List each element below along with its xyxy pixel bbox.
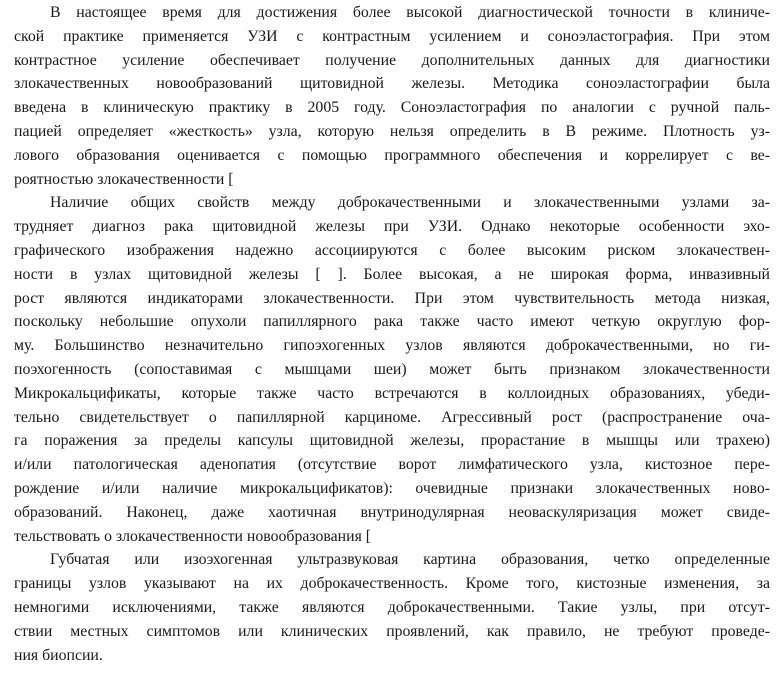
text-line: злокачественных новообразований щитовидной железы. Методика соноэластографии была	[14, 75, 770, 93]
text-line: ской практике применяется УЗИ с контрастным усилением и соноэластография. При этом	[14, 27, 770, 45]
text-line: рост являются индикаторами злокачественности. При этом чувствительность метода низкая,	[14, 289, 770, 307]
text-line: лового образования оценивается с помощью программного обеспечения и коррелирует с ве-	[14, 146, 770, 164]
paragraph-2	[14, 191, 770, 548]
text-line: тельно свидетельствует о папиллярной карциноме. Агрессивный рост (распространение оча-	[14, 408, 770, 426]
text-line: поэхогенность (сопоставимая с мышцами шеи) может быть признаком злокачественности	[14, 360, 770, 378]
text-line: поскольку небольшие опухоли папиллярного рака также часто имеют четкую округлую фор-	[14, 313, 770, 331]
text-line: Микрокальцификаты, которые также часто встречаются в коллоидных образованиях, убеди-	[14, 384, 770, 402]
paragraph-1	[14, 1, 770, 191]
text-line: ния биопсии.	[14, 646, 103, 664]
text-line: Губчатая или изоэхогенная ультразвуковая картина образования, четко определенные	[50, 551, 770, 569]
text-line: ствии местных симптомов или клинических проявлений, как правило, не требуют проведе-	[14, 622, 770, 640]
text-line: и/или патологическая аденопатия (отсутствие ворот лимфатического узла, кистозное пере-	[14, 456, 770, 474]
text-line: трудняет диагноз рака щитовидной железы при УЗИ. Однако некоторые особенности эхо-	[14, 218, 770, 236]
text-line: роятностью злокачественности [	[14, 170, 234, 188]
paragraph-3	[14, 548, 770, 667]
text-line: графического изображения надежно ассоциируются с более высоким риском злокачествен-	[14, 241, 770, 259]
text-line: Наличие общих свойств между доброкачественными и злокачественными узлами за-	[50, 194, 770, 212]
text-line: ности в узлах щитовидной железы [ ]. Более высокая, а не широкая форма, инвазивный	[14, 265, 770, 283]
text-line: немногими исключениями, также являются доброкачественными. Такие узлы, при отсут-	[14, 598, 770, 616]
text-line: контрастное усиление обеспечивает получение дополнительных данных для диагностики	[14, 51, 770, 69]
text-line: В настоящее время для достижения более высокой диагностической точности в клиниче-	[50, 4, 770, 21]
text-line: введена в клиническую практику в 2005 году. Соноэластография по аналогии с ручной паль-	[14, 99, 770, 117]
text-line: тельствовать о злокачественности новообразования [	[14, 527, 372, 545]
text-line: границы узлов указывают на их доброкачественность. Кроме того, кистозные изменения, за	[14, 575, 770, 593]
text-line: пацией определяет «жесткость» узла, которую нельзя определить в В режиме. Плотность уз-	[14, 122, 770, 140]
text-line: рождение и/или наличие микрокальцификатов): очевидные признаки злокачественных ново-	[14, 479, 770, 497]
text-line: образований. Наконец, даже хаотичная внутринодулярная неоваскуляризация может свиде-	[14, 503, 770, 521]
text-line: му. Большинство незначительно гипоэхогенных узлов являются доброкачественными, но ги-	[14, 337, 770, 355]
text-line: га поражения за пределы капсулы щитовидной железы, прорастание в мышцы или трахею)	[14, 432, 770, 450]
